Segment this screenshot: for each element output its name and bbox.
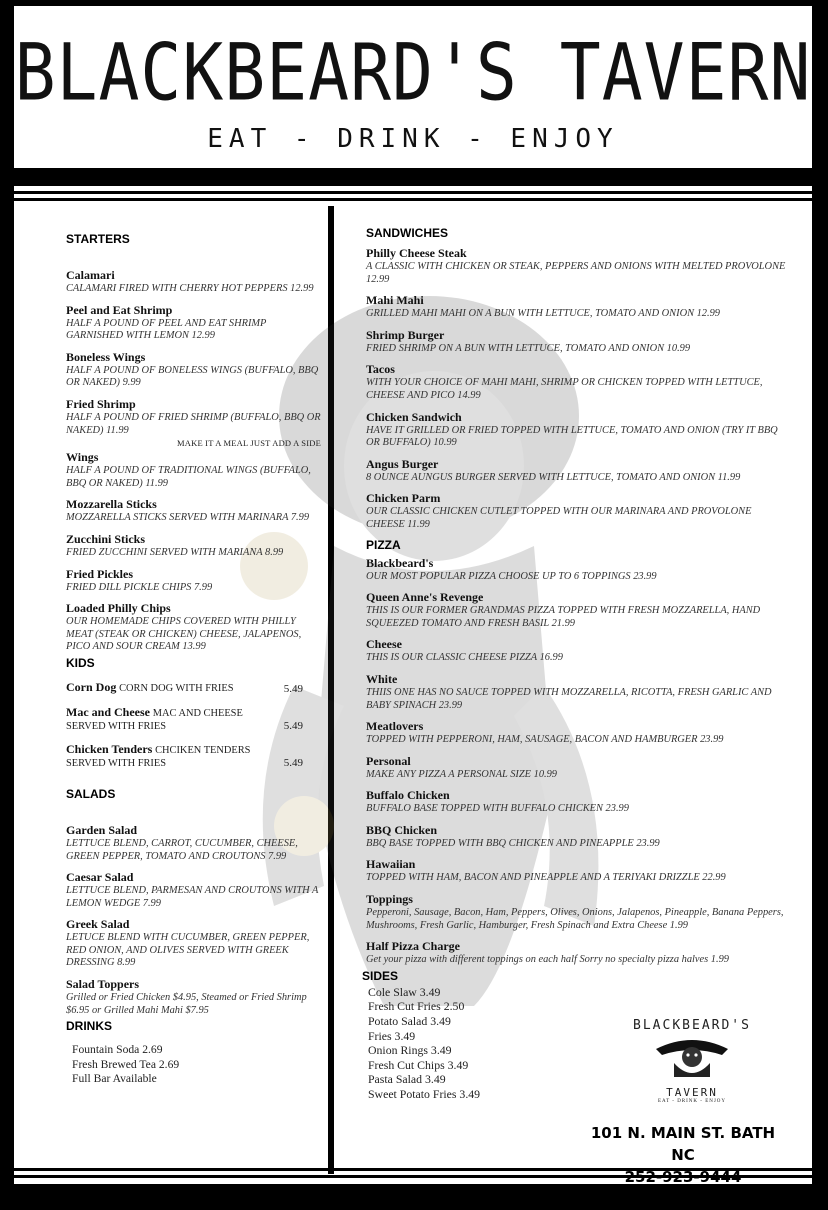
item-name: Corn Dog bbox=[66, 679, 117, 694]
item-description: FRIED DILL PICKLE CHIPS 7.99 bbox=[66, 581, 213, 593]
item-price: 5.49 bbox=[283, 756, 303, 769]
item-description: HALF A POUND OF PEEL AND EAT SHRIMP GARNISHED WITH LEMON 12.99 bbox=[66, 317, 267, 342]
item-description: 8 OUNCE AUNGUS BURGER SERVED WITH LETTUCE, TOMATO AND ONION 11.99 bbox=[366, 471, 741, 483]
meal-note: MAKE IT A MEAL JUST ADD A SIDE bbox=[177, 438, 321, 449]
item-name: Angus Burger bbox=[366, 456, 439, 471]
side-item: Fresh Cut Chips 3.49 bbox=[368, 1057, 469, 1072]
kids-heading: KIDS bbox=[66, 655, 95, 670]
menu-item bbox=[366, 857, 786, 885]
menu-item bbox=[366, 672, 786, 712]
header-divider-thick bbox=[14, 168, 812, 186]
item-description: BUFFALO BASE TOPPED WITH BUFFALO CHICKEN 23.99 bbox=[366, 803, 629, 815]
tavern-logo bbox=[592, 1018, 792, 1104]
item-description: LETTUCE BLEND, PARMESAN AND CROUTONS WITH A LEMON WEDGE 7.99 bbox=[66, 885, 319, 909]
item-name: Queen Anne's Revenge bbox=[366, 590, 484, 605]
side-item: Sweet Potato Fries 3.49 bbox=[368, 1087, 481, 1101]
item-name: Mahi Mahi bbox=[366, 293, 424, 308]
pizza-heading: PIZZA bbox=[366, 537, 401, 552]
item-description: WITH YOUR CHOICE OF MAHI MAHI, SHRIMP OR CHICKEN TOPPED WITH LETTUCE, CHEESE AND PICO 14.99 bbox=[366, 377, 763, 401]
side-item: Cole Slaw 3.49 bbox=[368, 984, 441, 999]
item-description: HALF A POUND OF BONELESS WINGS (BUFFALO, BBQ OR NAKED) 9.99 bbox=[66, 364, 319, 389]
item-description: Get your pizza with different toppings on each half Sorry no specialty pizza halves 1.99 bbox=[366, 954, 729, 966]
item-name: Caesar Salad bbox=[66, 870, 134, 885]
menu-item bbox=[366, 362, 786, 402]
item-description: THIS IS OUR FORMER GRANDMAS PIZZA TOPPED WITH FRESH MOZZARELLA, HAND SQUEEZED TOMATO AND FRESH BASIL 21.99 bbox=[366, 605, 761, 629]
item-description: LETTUCE BLEND, CARROT, CUCUMBER, CHEESE, GREEN PEPPER, TOMATO AND CROUTONS 7.99 bbox=[66, 837, 298, 862]
drinks-heading: DRINKS bbox=[66, 1019, 113, 1034]
side-item: Fries 3.49 bbox=[368, 1028, 416, 1043]
menu-item bbox=[66, 977, 321, 1017]
item-description: OUR HOMEMADE CHIPS COVERED WITH PHILLY MEAT (STEAK OR CHICKEN) CHEESE, JALAPENOS, PICO AND SOUR CREAM 13.99 bbox=[66, 616, 302, 653]
menu-item bbox=[66, 567, 321, 595]
menu-item bbox=[366, 754, 786, 782]
item-name: Fried Shrimp bbox=[66, 396, 136, 411]
item-description: LETUCE BLEND WITH CUCUMBER, GREEN PEPPER, RED ONION, AND OLIVES SERVED WITH GREEK DRESSING 8.99 bbox=[66, 932, 310, 969]
menu-item bbox=[366, 556, 786, 584]
menu-item bbox=[366, 892, 786, 932]
item-name: Peel and Eat Shrimp bbox=[66, 302, 173, 317]
menu-page bbox=[14, 6, 812, 1202]
item-description: GRILLED MAHI MAHI ON A BUN WITH LETTUCE, TOMATO AND ONION 12.99 bbox=[366, 308, 720, 320]
menu-item bbox=[66, 397, 321, 437]
menu-item bbox=[366, 637, 786, 665]
restaurant-title: BLACKBEARD'S TAVERN bbox=[14, 28, 812, 119]
menu-item bbox=[366, 457, 786, 485]
menu-item bbox=[366, 788, 786, 816]
footer-divider-thin bbox=[14, 1175, 812, 1178]
item-name: Salad Toppers bbox=[66, 977, 140, 992]
menu-item bbox=[66, 532, 321, 560]
sides-heading: SIDES bbox=[362, 968, 399, 983]
right-column bbox=[362, 224, 786, 1102]
salads-heading: SALADS bbox=[66, 786, 116, 801]
menu-item bbox=[66, 303, 321, 343]
item-name: Calamari bbox=[66, 268, 115, 282]
menu-item bbox=[66, 450, 321, 490]
logo-subtitle: TAVERN bbox=[666, 1086, 718, 1099]
item-name: BBQ Chicken bbox=[366, 822, 438, 837]
item-name: Loaded Philly Chips bbox=[66, 601, 171, 616]
kids-item bbox=[66, 742, 321, 769]
menu-item bbox=[366, 823, 786, 851]
side-item: Potato Salad 3.49 bbox=[368, 1014, 451, 1029]
address-text: 101 N. MAIN ST. BATH NC bbox=[590, 1124, 776, 1164]
kids-item bbox=[66, 680, 321, 695]
drink-item: Fresh Brewed Tea 2.69 bbox=[72, 1057, 180, 1071]
menu-item bbox=[366, 328, 786, 356]
item-name: Greek Salad bbox=[66, 917, 130, 932]
item-name: Buffalo Chicken bbox=[366, 788, 450, 803]
item-description: HALF A POUND OF FRIED SHRIMP (BUFFALO, BBQ OR NAKED) 11.99 bbox=[66, 411, 321, 436]
item-name: Half Pizza Charge bbox=[366, 939, 460, 954]
item-description: THIIS ONE HAS NO SAUCE TOPPED WITH MOZZARELLA, RICOTTA, FRESH GARLIC AND BABY SPINACH 23.99 bbox=[366, 686, 772, 711]
kids-item bbox=[66, 705, 321, 732]
footer-divider-thick bbox=[14, 1184, 812, 1202]
item-description: FRIED ZUCCHINI SERVED WITH MARIANA 8.99 bbox=[66, 546, 284, 558]
item-description: OUR MOST POPULAR PIZZA CHOOSE UP TO 6 TOPPINGS 23.99 bbox=[366, 570, 657, 582]
side-item: Fresh Cut Fries 2.50 bbox=[368, 999, 465, 1014]
menu-item bbox=[66, 917, 321, 970]
item-description: A CLASSIC WITH CHICKEN OR STEAK, PEPPERS AND ONIONS WITH MELTED PROVOLONE 12.99 bbox=[366, 261, 786, 285]
address-block bbox=[580, 1122, 786, 1188]
item-description: Pepperoni, Sausage, Bacon, Ham, Peppers, Olives, Onions, Jalapenos, Pineapple, Banana Peppers, Mushrooms, Fresh Garlic, Hamburger, Fresh Spinach and Extra Cheese 1.99 bbox=[366, 907, 784, 931]
menu-item bbox=[366, 939, 761, 967]
menu-item bbox=[366, 293, 786, 321]
item-name: Chicken Tenders bbox=[66, 741, 153, 756]
sandwiches-heading: SANDWICHES bbox=[366, 226, 449, 240]
item-name: Chicken Parm bbox=[366, 491, 441, 506]
item-name: Personal bbox=[366, 753, 411, 768]
menu-item bbox=[66, 823, 321, 863]
item-name: Shrimp Burger bbox=[366, 327, 445, 342]
item-name: Zucchini Sticks bbox=[66, 531, 146, 546]
drink-item: Full Bar Available bbox=[72, 1072, 157, 1086]
starters-heading: STARTERS bbox=[66, 232, 130, 246]
item-name: Chicken Sandwich bbox=[366, 409, 462, 424]
item-name: Philly Cheese Steak bbox=[366, 246, 467, 260]
side-item: Onion Rings 3.49 bbox=[368, 1043, 452, 1058]
item-description: CHCIKEN TENDERS SERVED WITH FRIES bbox=[66, 744, 251, 769]
drink-item: Fountain Soda 2.69 bbox=[72, 1043, 163, 1057]
item-description: HAVE IT GRILLED OR FRIED TOPPED WITH LETTUCE, TOMATO AND ONION (TRY IT BBQ OR BUFFALO) 10.99 bbox=[366, 424, 778, 449]
item-description: CORN DOG WITH FRIES bbox=[119, 682, 234, 694]
item-description: MOZZARELLA STICKS SERVED WITH MARINARA 7.99 bbox=[66, 512, 310, 524]
item-name: Blackbeard's bbox=[366, 555, 434, 570]
item-name: Meatlovers bbox=[366, 719, 424, 734]
item-price: 5.49 bbox=[283, 682, 303, 695]
header-divider-thin bbox=[14, 191, 812, 194]
menu-item bbox=[366, 246, 786, 286]
restaurant-tagline: EAT - DRINK - ENJOY bbox=[207, 124, 619, 154]
item-name: Mozzarella Sticks bbox=[66, 497, 157, 512]
header-divider-thin bbox=[14, 198, 812, 201]
menu-item bbox=[66, 601, 321, 654]
menu-item bbox=[366, 410, 786, 450]
item-description: CALAMARI FIRED WITH CHERRY HOT PEPPERS 12.99 bbox=[66, 283, 314, 294]
menu-item bbox=[66, 870, 321, 910]
item-description: MAC AND CHEESE SERVED WITH FRIES bbox=[66, 707, 243, 732]
logo-title: BLACKBEARD'S bbox=[633, 1018, 751, 1033]
menu-item bbox=[366, 590, 786, 630]
item-description: BBQ BASE TOPPED WITH BBQ CHICKEN AND PINEAPPLE 23.99 bbox=[366, 837, 660, 849]
item-name: Hawaiian bbox=[366, 857, 416, 872]
menu-item bbox=[366, 719, 786, 747]
item-description: TOPPED WITH PEPPERONI, HAM, SAUSAGE, BACON AND HAMBURGER 23.99 bbox=[366, 734, 724, 746]
menu-item bbox=[66, 497, 321, 525]
footer-divider-thin bbox=[14, 1168, 812, 1171]
menu-item bbox=[66, 350, 321, 390]
item-name: Wings bbox=[66, 450, 99, 465]
item-description: OUR CLASSIC CHICKEN CUTLET TOPPED WITH OUR MARINARA AND PROVOLONE CHEESE 11.99 bbox=[366, 506, 752, 530]
item-description: THIS IS OUR CLASSIC CHEESE PIZZA 16.99 bbox=[366, 652, 563, 664]
item-description: Grilled or Fried Chicken $4.95, Steamed or Fried Shrimp $6.95 or Grilled Mahi Mahi $7.95 bbox=[66, 992, 307, 1016]
side-item: Pasta Salad 3.49 bbox=[368, 1072, 446, 1087]
menu-item bbox=[366, 491, 786, 531]
item-name: Toppings bbox=[366, 892, 413, 907]
item-name: Mac and Cheese bbox=[66, 704, 150, 719]
left-column bbox=[66, 224, 321, 1087]
item-description: MAKE ANY PIZZA A PERSONAL SIZE 10.99 bbox=[366, 768, 557, 780]
item-name: White bbox=[366, 671, 398, 686]
item-description: HALF A POUND OF TRADITIONAL WINGS (BUFFALO, BBQ OR NAKED) 11.99 bbox=[66, 465, 311, 489]
item-price: 5.49 bbox=[283, 719, 303, 732]
item-name: Boneless Wings bbox=[66, 349, 146, 364]
item-name: Cheese bbox=[366, 637, 402, 652]
pirate-icon bbox=[652, 1033, 732, 1079]
item-description: TOPPED WITH HAM, BACON AND PINEAPPLE AND A TERIYAKI DRIZZLE 22.99 bbox=[366, 872, 726, 884]
menu-item bbox=[66, 268, 321, 296]
item-name: Garden Salad bbox=[66, 822, 138, 837]
logo-tagline: EAT - DRINK - ENJOY bbox=[657, 1099, 727, 1104]
item-name: Tacos bbox=[366, 362, 395, 377]
item-name: Fried Pickles bbox=[66, 566, 133, 581]
item-description: FRIED SHRIMP ON A BUN WITH LETTUCE, TOMATO AND ONION 10.99 bbox=[366, 342, 691, 354]
